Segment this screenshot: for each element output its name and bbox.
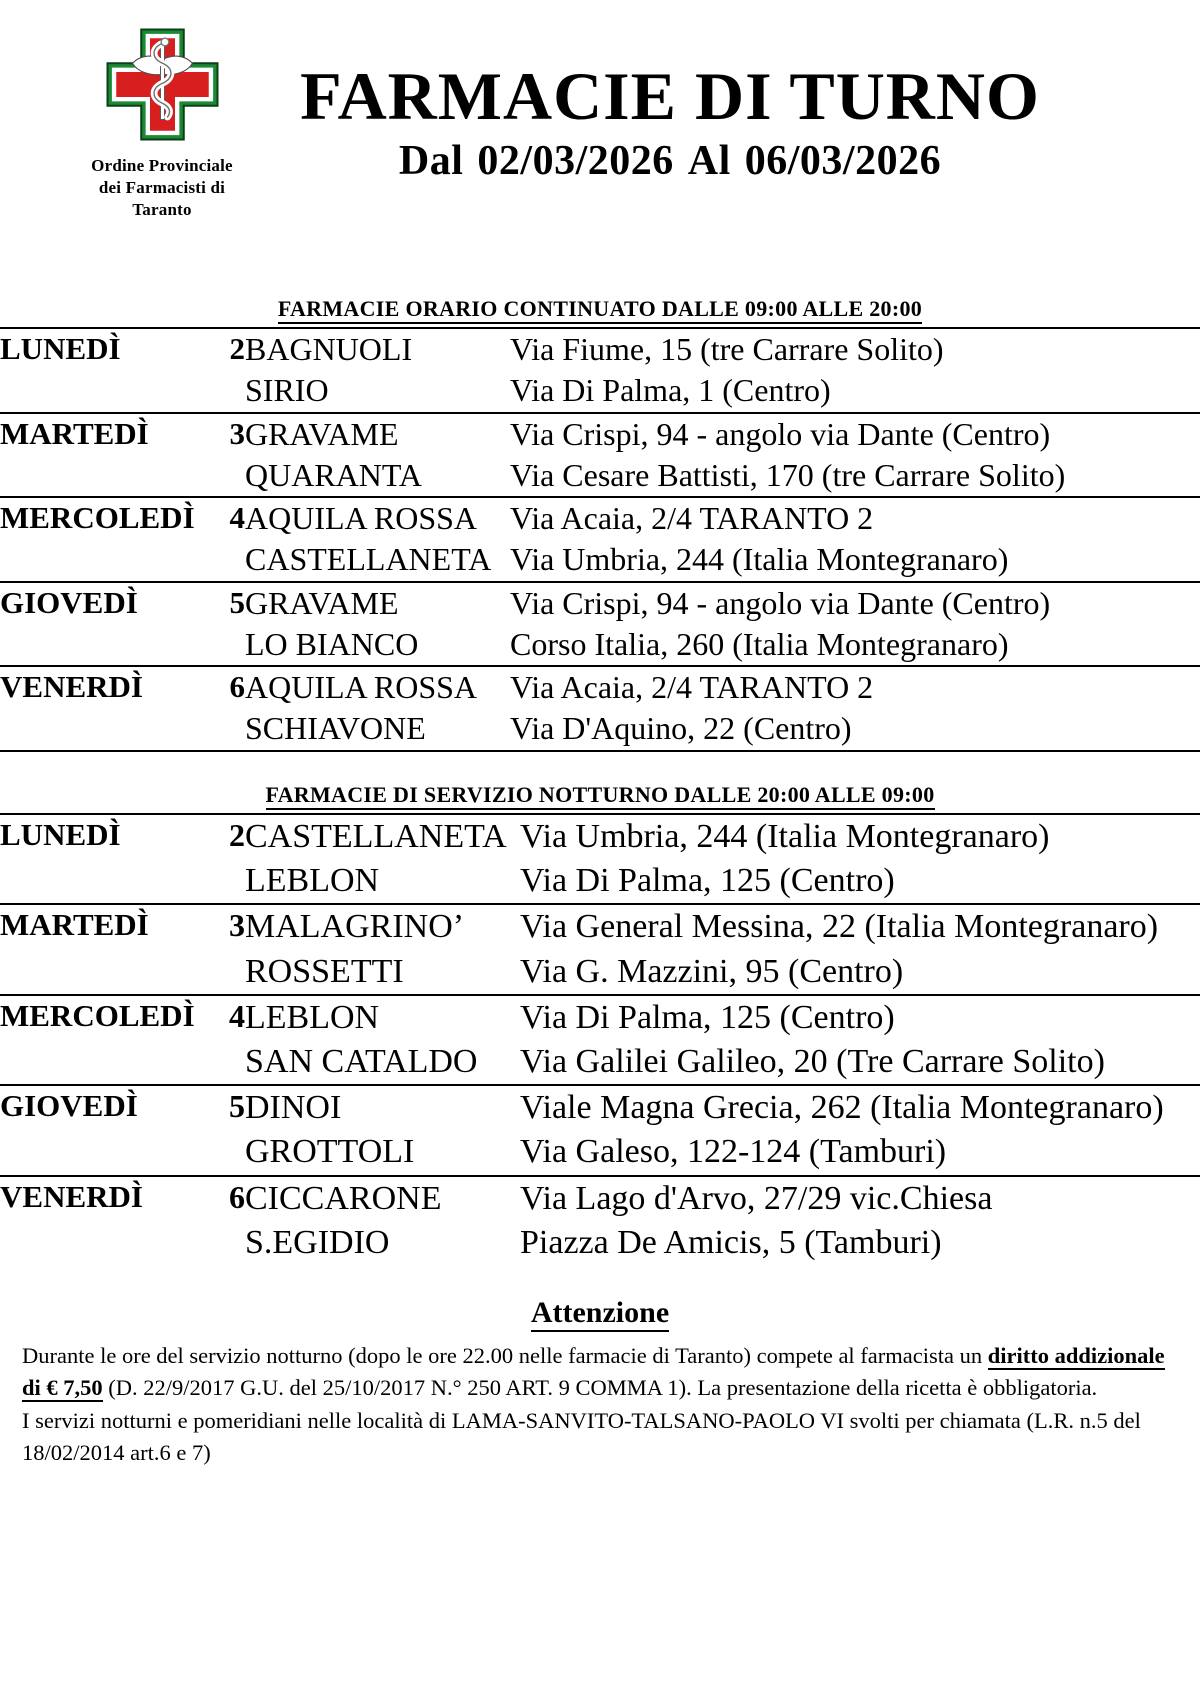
day-label: VENERDÌ xyxy=(0,1178,143,1214)
day-number: 6 xyxy=(229,669,245,705)
day-number-spacer xyxy=(215,950,245,995)
pharmacy-name: GROTTOLI xyxy=(245,1133,415,1171)
table-row xyxy=(0,1085,1200,1130)
pharmacy-name: GRAVAME xyxy=(245,584,399,621)
section-heading-orario-continuato: FARMACIE ORARIO CONTINUATO DALLE 09:00 ALLE 20:00 xyxy=(0,296,1200,322)
pharmacy-name: QUARANTA xyxy=(245,456,422,493)
schedule-table-servizio-notturno xyxy=(0,813,1200,1265)
pharmacy-address: Via Galilei Galileo, 20 (Tre Carrare Solito) xyxy=(520,1042,1105,1080)
pharmacy-name: CASTELLANETA xyxy=(245,541,492,578)
day-label: MARTEDÌ xyxy=(0,907,149,943)
table-row xyxy=(0,413,1200,455)
pharmacy-address: Via Crispi, 94 - angolo via Dante (Centro) xyxy=(510,415,1051,452)
pharmacy-name: LEBLON xyxy=(245,862,380,900)
pharmacy-name: GRAVAME xyxy=(245,415,399,452)
organization-logo-block xyxy=(52,22,272,220)
attenzione-paragraph-2: I servizi notturni e pomeridiani nelle località di LAMA-SANVITO-TALSANO-PAOLO VI svolti per chiamata (L.R. n.5 del 18/02/2014 art.6 e 7) xyxy=(22,1408,1141,1465)
pharmacy-name: AQUILA ROSSA xyxy=(245,500,478,537)
pharmacy-address: Via Umbria, 244 (Italia Montegranaro) xyxy=(510,541,1009,578)
day-number-spacer xyxy=(215,624,245,666)
attenzione-paragraph-1 xyxy=(22,1340,1178,1403)
day-number-spacer xyxy=(215,1040,245,1085)
section-heading-servizio-notturno: FARMACIE DI SERVIZIO NOTTURNO DALLE 20:00 ALLE 09:00 xyxy=(0,782,1200,808)
day-label: MERCOLEDÌ xyxy=(0,500,195,536)
section-orario-continuato xyxy=(0,296,1200,752)
pharmacy-cross-caduceus-icon xyxy=(100,22,225,147)
day-number-spacer xyxy=(215,708,245,750)
caption-line-2: dei Farmacisti di xyxy=(98,177,226,197)
day-number-spacer xyxy=(215,455,245,497)
day-number: 2 xyxy=(229,331,245,366)
table-row xyxy=(0,1176,1200,1221)
pharmacy-name: S.EGIDIO xyxy=(245,1223,390,1261)
pharmacy-name: MALAGRINO’ xyxy=(245,908,465,946)
day-number-spacer xyxy=(215,1221,245,1265)
pharmacy-name: SCHIAVONE xyxy=(245,710,426,747)
schedule-table-orario-continuato xyxy=(0,327,1200,752)
pharmacy-address: Via Di Palma, 125 (Centro) xyxy=(520,862,895,900)
pharmacy-address: Via Di Palma, 1 (Centro) xyxy=(510,372,831,409)
day-number: 3 xyxy=(229,415,245,451)
day-label: VENERDÌ xyxy=(0,669,143,705)
pharmacy-address: Via Lago d'Arvo, 27/29 vic.Chiesa xyxy=(520,1179,993,1217)
pharmacy-name: CASTELLANETA xyxy=(245,818,507,855)
pharmacy-address: Corso Italia, 260 (Italia Montegranaro) xyxy=(510,625,1009,662)
table-row xyxy=(0,995,1200,1040)
day-label: LUNEDÌ xyxy=(0,331,121,366)
attenzione-p1-part1: Durante le ore del servizio notturno (dopo le ore 22.00 nelle farmacie di Taranto) compete al farmacista un xyxy=(22,1343,988,1368)
caption-line-3: Taranto xyxy=(132,199,192,219)
pharmacy-address: Via Acaia, 2/4 TARANTO 2 xyxy=(510,500,874,537)
pharmacy-address: Via Crispi, 94 - angolo via Dante (Centro) xyxy=(510,584,1051,621)
pharmacy-address: Via Fiume, 15 (tre Carrare Solito) xyxy=(510,331,944,367)
day-number-spacer xyxy=(215,370,245,412)
day-number: 3 xyxy=(229,907,245,944)
day-number: 4 xyxy=(229,997,245,1034)
pharmacy-address: Via Di Palma, 125 (Centro) xyxy=(520,998,895,1036)
date-range xyxy=(270,137,1070,185)
pharmacy-name: BAGNUOLI xyxy=(245,331,413,367)
table-row xyxy=(0,814,1200,859)
date-from: 02/03/2026 xyxy=(477,138,674,185)
pharmacy-address: Via D'Aquino, 22 (Centro) xyxy=(510,710,852,747)
organization-caption xyxy=(52,155,272,220)
date-prefix-label: Dal xyxy=(398,138,464,185)
attenzione-body xyxy=(0,1340,1200,1468)
pharmacy-address: Via G. Mazzini, 95 (Centro) xyxy=(520,952,904,990)
day-number: 5 xyxy=(229,1088,245,1125)
pharmacy-name: LO BIANCO xyxy=(245,625,419,662)
day-label: MARTEDÌ xyxy=(0,415,149,451)
day-number: 6 xyxy=(229,1178,245,1215)
day-number-spacer xyxy=(215,859,245,904)
day-number: 2 xyxy=(229,817,245,853)
date-to: 06/03/2026 xyxy=(744,138,942,185)
table-row xyxy=(0,328,1200,370)
caption-line-1: Ordine Provinciale xyxy=(91,156,233,175)
table-row xyxy=(0,497,1200,539)
attenzione-fee-highlight: diritto addizionale di € 7,50 xyxy=(22,1343,1165,1400)
pharmacy-name: ROSSETTI xyxy=(245,952,404,990)
pharmacy-name: DINOI xyxy=(245,1089,342,1127)
day-label: GIOVEDÌ xyxy=(0,1088,138,1124)
pharmacy-address: Piazza De Amicis, 5 (Tamburi) xyxy=(520,1223,942,1261)
table-row xyxy=(0,904,1200,949)
pharmacy-name: CICCARONE xyxy=(245,1179,442,1217)
pharmacy-name: SAN CATALDO xyxy=(245,1042,478,1080)
pharmacy-name: SIRIO xyxy=(245,372,329,409)
table-bottom-rule xyxy=(0,751,1200,752)
day-label: MERCOLEDÌ xyxy=(0,997,195,1033)
pharmacy-address: Via Cesare Battisti, 170 (tre Carrare Solito) xyxy=(510,456,1066,493)
section-servizio-notturno xyxy=(0,782,1200,1265)
day-number-spacer xyxy=(215,539,245,581)
pharmacy-address: Via General Messina, 22 (Italia Montegranaro) xyxy=(520,908,1159,946)
day-number: 4 xyxy=(229,500,245,536)
date-middle-label: Al xyxy=(687,138,731,185)
attenzione-footer xyxy=(0,1296,1200,1470)
day-label: LUNEDÌ xyxy=(0,817,121,852)
pharmacy-name: AQUILA ROSSA xyxy=(245,669,478,706)
pharmacy-address: Viale Magna Grecia, 262 (Italia Montegranaro) xyxy=(520,1089,1164,1127)
day-number-spacer xyxy=(215,1130,245,1175)
day-label: GIOVEDÌ xyxy=(0,584,138,620)
day-number: 5 xyxy=(229,584,245,620)
pharmacy-address: Via Umbria, 244 (Italia Montegranaro) xyxy=(520,818,1050,855)
page-header xyxy=(0,0,1200,268)
table-row xyxy=(0,582,1200,624)
title-block xyxy=(270,58,1070,185)
pharmacy-address: Via Galeso, 122-124 (Tamburi) xyxy=(520,1133,947,1171)
table-row xyxy=(0,666,1200,708)
attenzione-title: Attenzione xyxy=(0,1296,1200,1330)
pharmacy-address: Via Acaia, 2/4 TARANTO 2 xyxy=(510,669,874,706)
attenzione-p1-part2: (D. 22/9/2017 G.U. del 25/10/2017 N.° 250 ART. 9 COMMA 1). La presentazione della ricetta è obbligatoria. xyxy=(102,1374,1098,1400)
page-title: FARMACIE DI TURNO xyxy=(300,58,1040,134)
pharmacy-name: LEBLON xyxy=(245,998,380,1036)
